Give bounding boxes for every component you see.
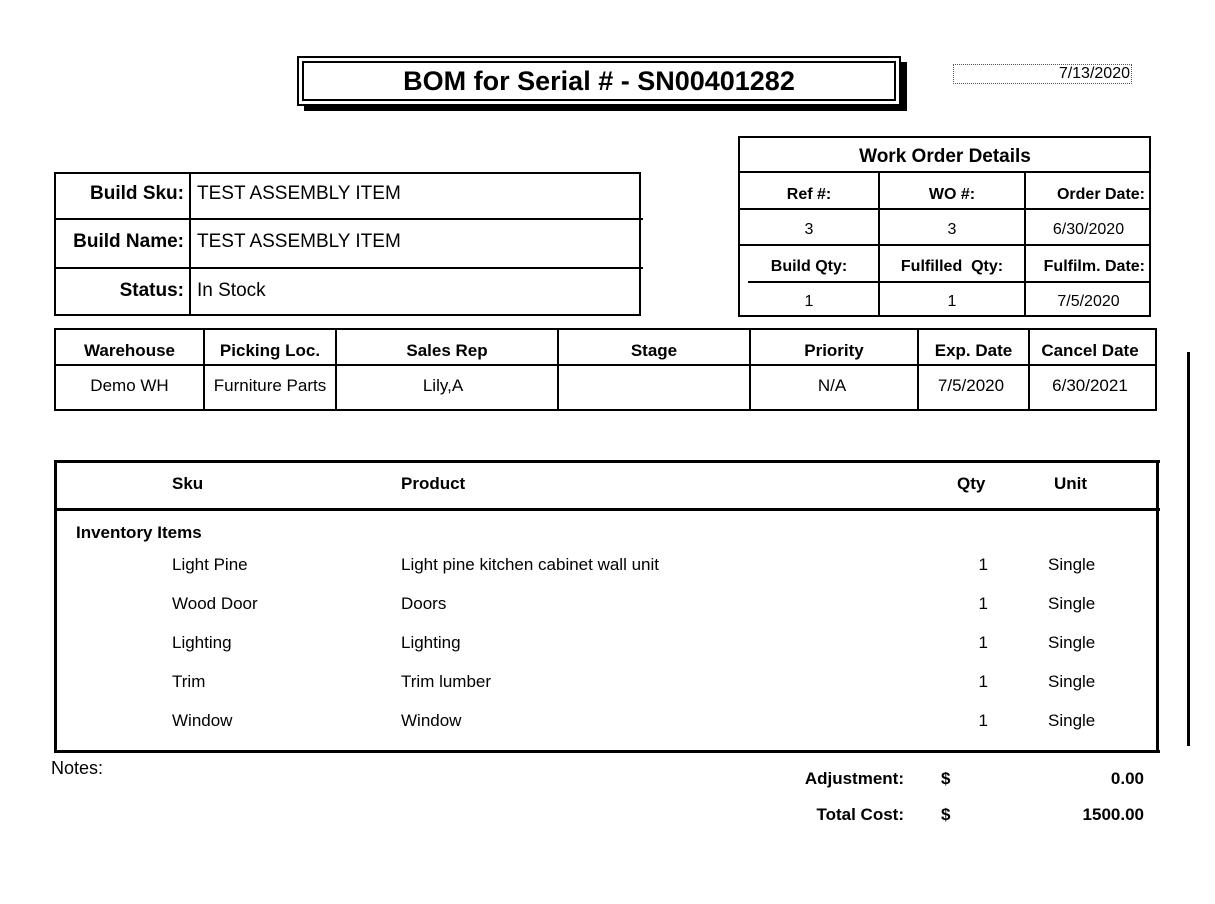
warehouse-value: Demo WH (90, 376, 169, 395)
work-order-divider (738, 171, 1151, 173)
item-sku: Light Pine (172, 555, 248, 574)
fulfilm-date-value: 7/5/2020 (1057, 293, 1120, 310)
notes-label: Notes: (51, 758, 104, 778)
items-table-left-border (54, 460, 57, 750)
ref-value: 3 (804, 221, 814, 238)
cancel-date-header: Cancel Date (1041, 341, 1139, 360)
build-name-value: TEST ASSEMBLY ITEM (197, 231, 401, 252)
cancel-date-value: 6/30/2021 (1052, 376, 1128, 395)
total-cost-value: 1500.00 (1082, 805, 1144, 824)
build-qty-value: 1 (804, 293, 814, 310)
group-label: Inventory Items (76, 523, 202, 542)
priority-header: Priority (804, 341, 864, 360)
fulfilm-date-label: Fulfilm. Date: (1043, 258, 1145, 275)
print-date: 7/13/2020 (953, 64, 1132, 84)
build-sku-value: TEST ASSEMBLY ITEM (197, 183, 401, 204)
item-product: Trim lumber (401, 672, 492, 691)
wo-value: 3 (947, 221, 957, 238)
adjustment-currency: $ (941, 769, 951, 788)
item-unit: Single (1048, 555, 1096, 574)
page-title: BOM for Serial # - SN00401282 (302, 61, 896, 101)
build-qty-label: Build Qty: (770, 258, 848, 275)
work-order-divider (738, 244, 1151, 246)
items-header-divider (54, 508, 1160, 511)
build-info-divider (54, 218, 643, 220)
total-cost-label: Total Cost: (816, 805, 904, 824)
item-product: Window (401, 711, 462, 730)
item-product: Light pine kitchen cabinet wall unit (401, 555, 659, 574)
item-qty: 1 (978, 594, 988, 613)
item-unit: Single (1048, 633, 1096, 652)
item-unit: Single (1048, 594, 1096, 613)
status-label: Status: (119, 280, 184, 301)
unit-column-header: Unit (1054, 474, 1088, 493)
item-qty: 1 (978, 711, 988, 730)
work-order-divider (738, 208, 1151, 210)
picking-loc-value: Furniture Parts (213, 376, 327, 395)
item-product: Lighting (401, 633, 461, 652)
status-value: In Stock (197, 280, 266, 301)
details-header-divider (54, 364, 1157, 366)
title-box (297, 56, 901, 106)
order-date-value: 6/30/2020 (1052, 221, 1125, 238)
item-sku: Trim (172, 672, 206, 691)
item-unit: Single (1048, 711, 1096, 730)
warehouse-header: Warehouse (83, 341, 175, 360)
ref-label: Ref #: (786, 186, 832, 203)
items-table-bottom-border (54, 750, 1160, 753)
order-date-label: Order Date: (1056, 186, 1145, 203)
adjustment-label: Adjustment: (804, 769, 904, 788)
items-table-top-border (54, 460, 1160, 463)
build-info-column-divider (189, 172, 191, 316)
item-sku: Window (172, 711, 233, 730)
sales-rep-value: Lily,A (422, 376, 464, 395)
item-qty: 1 (978, 672, 988, 691)
sales-rep-header: Sales Rep (406, 341, 488, 360)
page-edge-line (1187, 352, 1190, 746)
product-column-header: Product (401, 474, 466, 493)
total-currency: $ (941, 805, 951, 824)
adjustment-value: 0.00 (1110, 769, 1144, 788)
fulfilled-qty-label: Fulfilled Qty: (900, 258, 1004, 275)
exp-date-header: Exp. Date (934, 341, 1013, 360)
work-order-divider (748, 281, 1151, 283)
item-sku: Wood Door (172, 594, 258, 613)
work-order-heading: Work Order Details (859, 146, 1031, 167)
build-info-divider (54, 267, 643, 269)
item-product: Doors (401, 594, 447, 613)
sku-column-header: Sku (172, 474, 204, 493)
qty-column-header: Qty (957, 474, 986, 493)
item-qty: 1 (978, 555, 988, 574)
build-name-label: Build Name: (73, 231, 184, 252)
picking-loc-header: Picking Loc. (219, 341, 321, 360)
item-unit: Single (1048, 672, 1096, 691)
fulfilled-qty-value: 1 (947, 293, 957, 310)
stage-header: Stage (630, 341, 678, 360)
build-sku-label: Build Sku: (90, 183, 184, 204)
priority-value: N/A (817, 376, 847, 395)
exp-date-value: 7/5/2020 (937, 376, 1005, 395)
item-sku: Lighting (172, 633, 232, 652)
items-table-right-border (1156, 460, 1159, 750)
wo-label: WO #: (928, 186, 976, 203)
item-qty: 1 (978, 633, 988, 652)
